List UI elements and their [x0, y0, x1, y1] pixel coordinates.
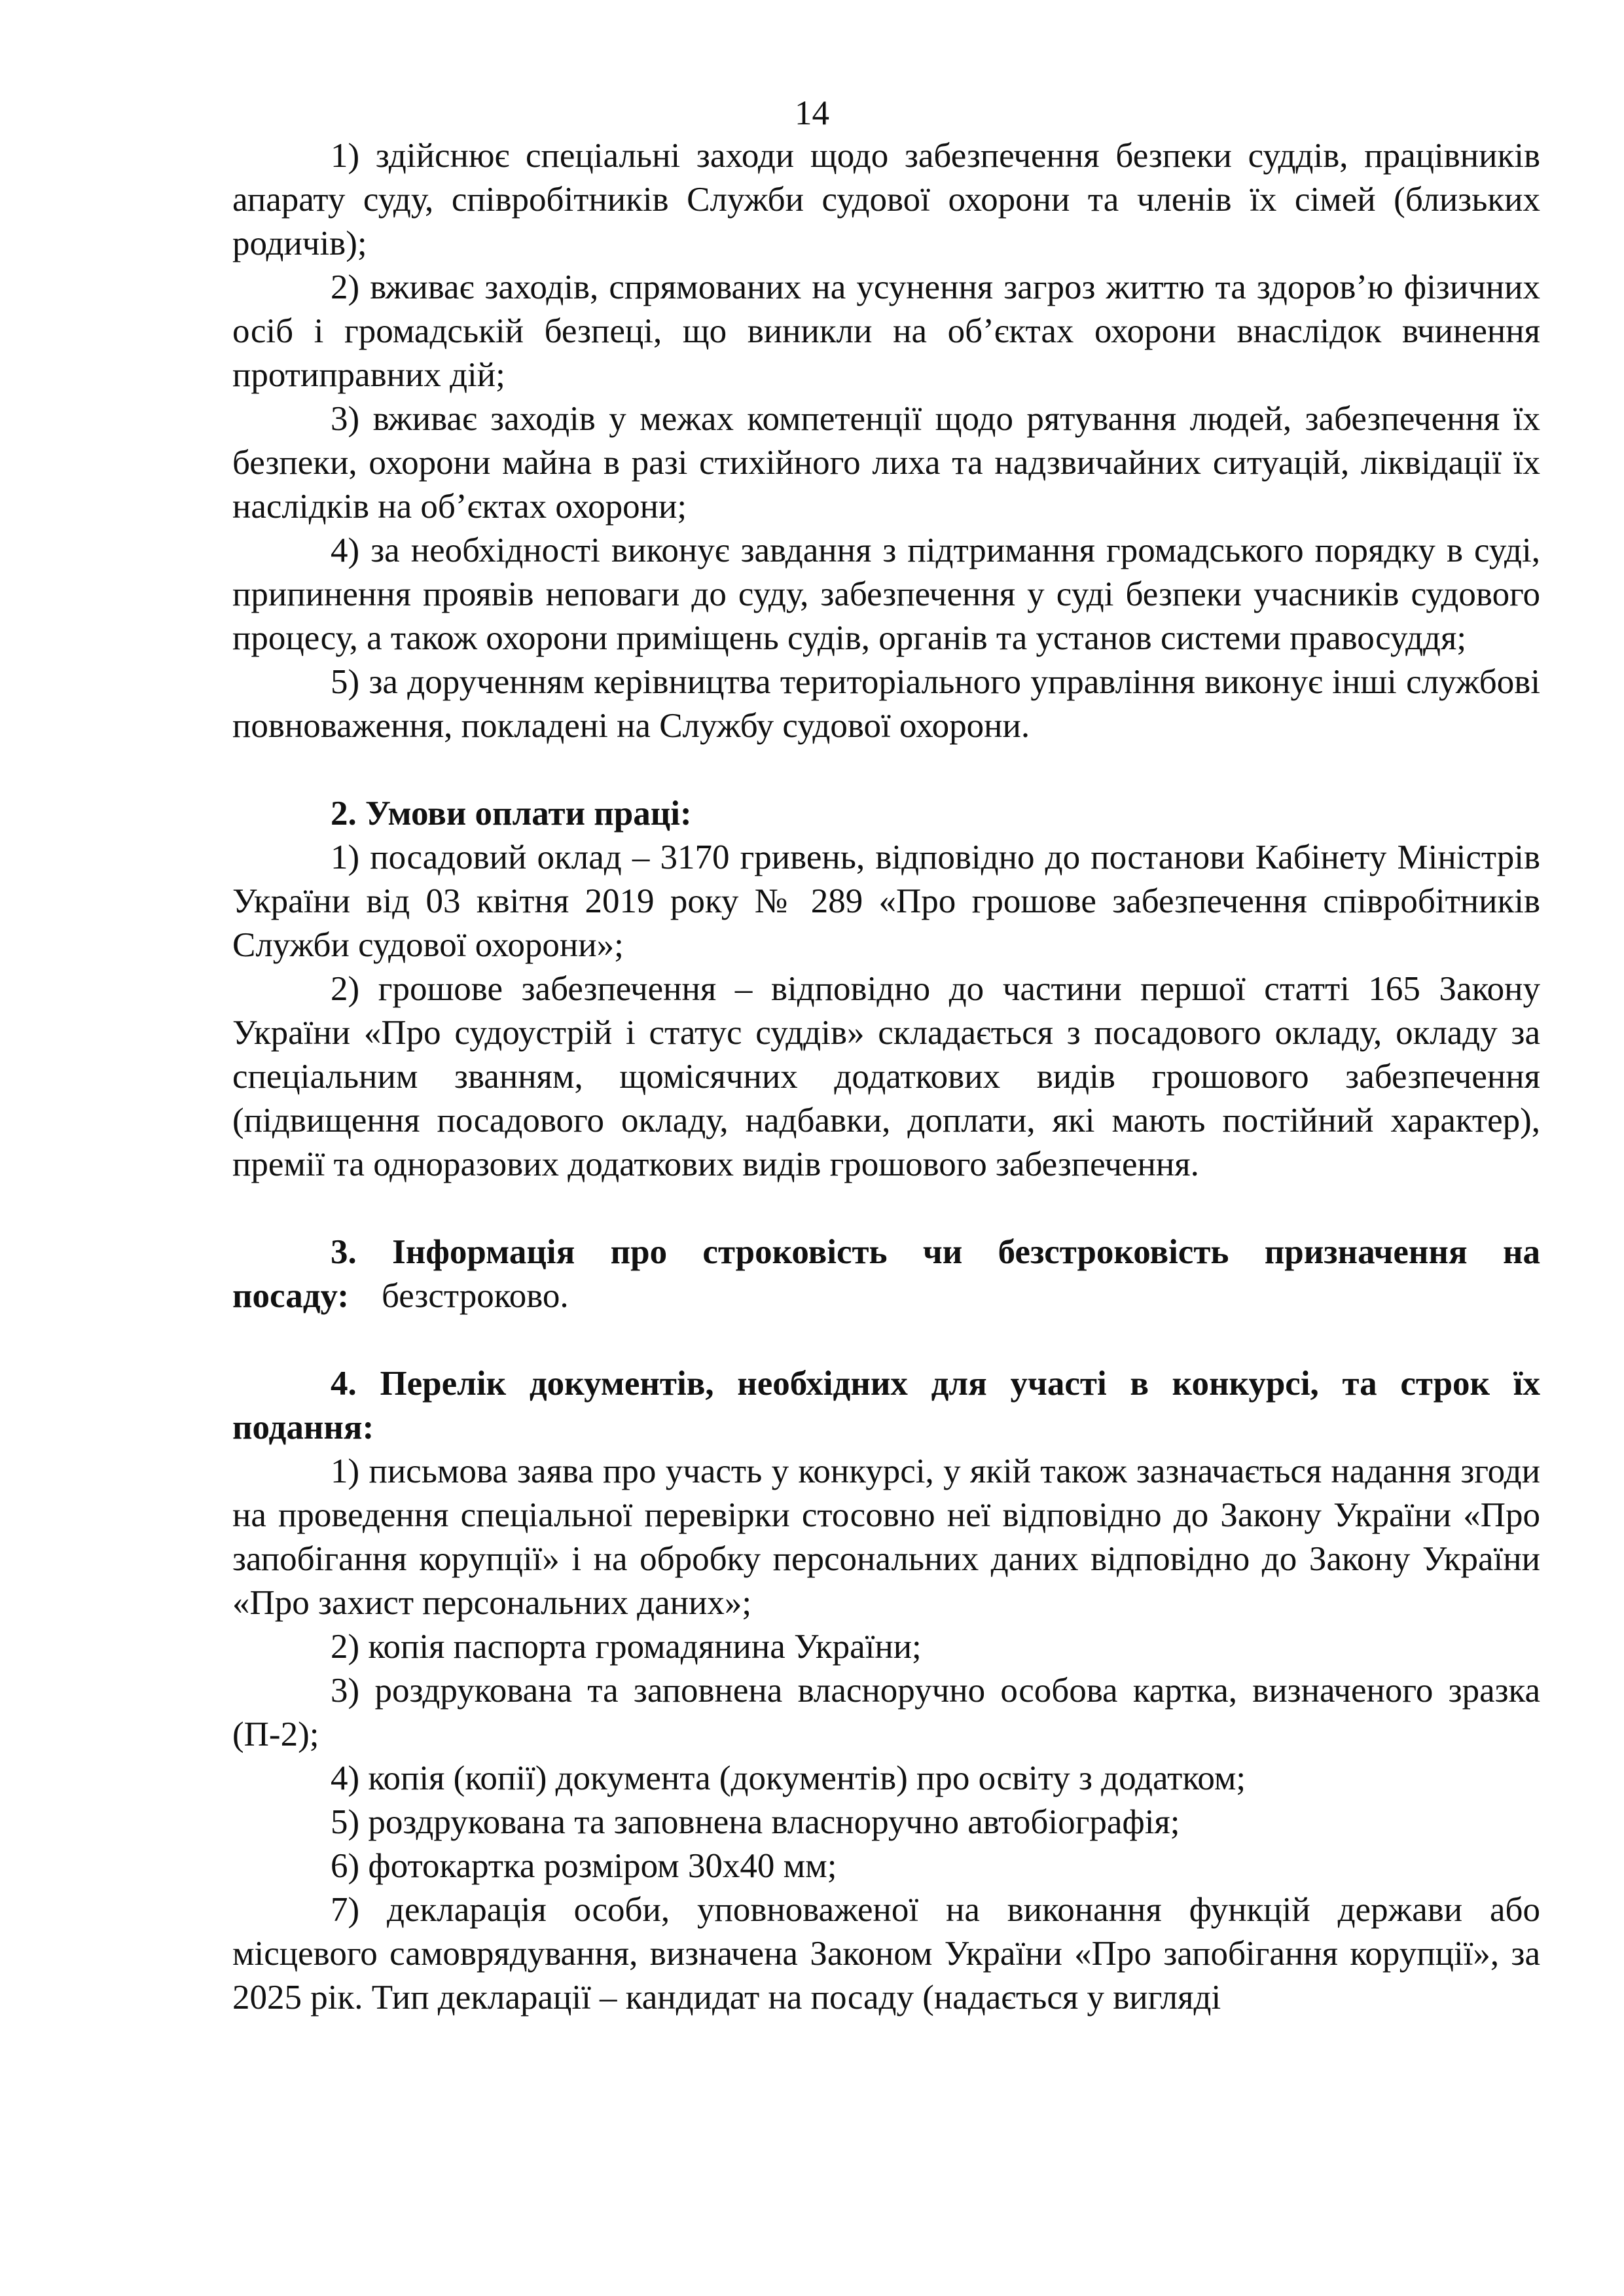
section-3-value: безстроково. — [381, 1277, 569, 1315]
section-4-heading: 4. Перелік документів, необхідних для участі в конкурсі, та строк їх подання: — [232, 1365, 1540, 1446]
document-item-6: 6) фотокартка розміром 30х40 мм; — [331, 1847, 837, 1885]
section-3-heading — [232, 1230, 1540, 1318]
pay-item-1: 1) посадовий оклад – 3170 гривень, відповідно до постанови Кабінету Міністрів України від 03 квітня 2019 року № 289 «Про грошове забезпечення співробітників Служби судової охорони»; — [232, 838, 1540, 964]
document-item-3: 3) роздрукована та заповнена власноручно особова картка, визначеного зразка (П-2); — [232, 1672, 1540, 1753]
spacer — [232, 1187, 1540, 1230]
document-body — [232, 134, 1540, 2020]
spacer — [232, 1318, 1540, 1362]
document-item-1: 1) письмова заява про участь у конкурсі, у якій також зазначається надання згоди на проведення спеціальної перевірки стосовно неї відповідно до Закону України «Про запобігання корупції» і на обробку персональних даних відповідно до Закону України «Про захист персональних даних»; — [232, 1452, 1540, 1622]
spacer — [232, 748, 1540, 792]
section-3-title: 3. Інформація про строковість чи безстроковість призначення на посаду: — [232, 1233, 1540, 1315]
duty-item-1: 1) здійснює спеціальні заходи щодо забезпечення безпеки суддів, працівників апарату суду, співробітників Служби судової охорони та членів їх сімей (близьких родичів); — [232, 137, 1540, 262]
page-number: 14 — [795, 94, 829, 132]
duty-item-3: 3) вживає заходів у межах компетенції щодо рятування людей, забезпечення їх безпеки, охорони майна в разі стихійного лиха та надзвичайних ситуацій, ліквідації їх наслідків на об’єктах охорони; — [232, 400, 1540, 526]
document-item-5: 5) роздрукована та заповнена власноручно автобіографія; — [331, 1803, 1180, 1841]
duty-item-4: 4) за необхідності виконує завдання з підтримання громадського порядку в суді, припинення проявів неповаги до суду, забезпечення у суді безпеки учасників судового процесу, а також охорони приміщень судів, органів та установ системи правосуддя; — [232, 531, 1540, 657]
document-item-2: 2) копія паспорта громадянина України; — [331, 1628, 922, 1666]
document-item-4: 4) копія (копії) документа (документів) про освіту з додатком; — [331, 1759, 1246, 1797]
document-item-7: 7) декларація особи, уповноваженої на виконання функцій держави або місцевого самоврядування, визначена Законом України «Про запобігання корупції», за 2025 рік. Тип декларації – кандидат на посаду (надається у вигляді — [232, 1891, 1540, 2017]
section-2-heading: 2. Умови оплати праці: — [331, 795, 692, 833]
pay-item-2: 2) грошове забезпечення – відповідно до частини першої статті 165 Закону України «Про судоустрій і статус суддів» складається з посадового окладу, окладу за спеціальним званням, щомісячних додаткових видів грошового забезпечення (підвищення посадового окладу, надбавки, доплати, які мають постійний характер), премії та одноразових додаткових видів грошового забезпечення. — [232, 970, 1540, 1183]
duty-item-5: 5) за дорученням керівництва територіального управління виконує інші службові повноваження, покладені на Службу судової охорони. — [232, 663, 1540, 745]
duty-item-2: 2) вживає заходів, спрямованих на усунення загроз життю та здоров’ю фізичних осіб і громадській безпеці, що виникли на об’єктах охорони внаслідок вчинення протиправних дій; — [232, 268, 1540, 394]
